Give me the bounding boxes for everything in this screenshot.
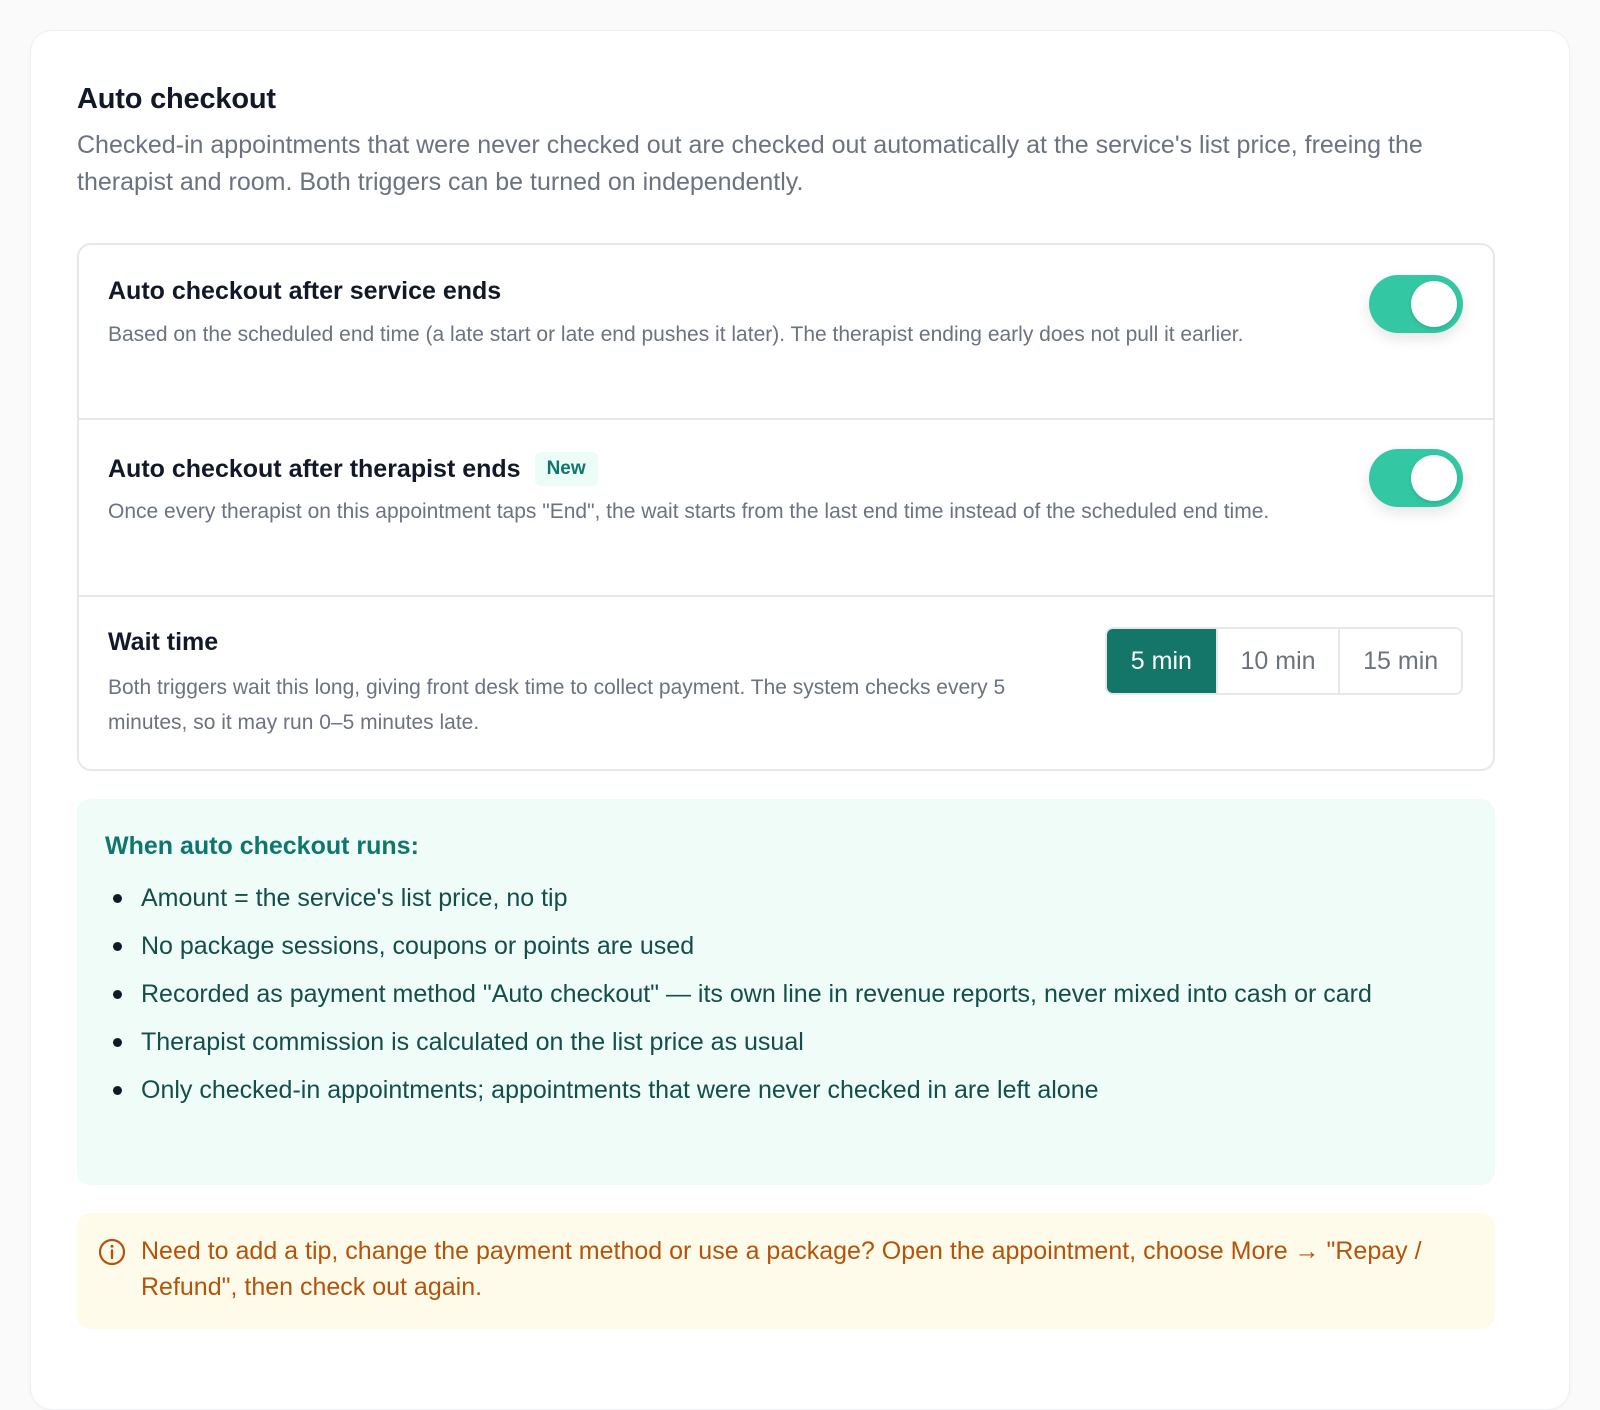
info-box-title: When auto checkout runs: [105,832,419,860]
list-item: No package sessions, coupons or points are used [109,925,1449,967]
list-item: Recorded as payment method "Auto checkout" — its own line in revenue reports, never mixed into cash or card [109,973,1449,1015]
toggle-knob [1411,455,1457,501]
list-item: Amount = the service's list price, no tip [109,877,1449,919]
setting-title [108,628,218,657]
section-description: Checked-in appointments that were never checked out are checked out automatically at the service's list price, freeing the therapist and room. Both triggers can be turned on independently. [77,131,1423,196]
wait-time-option-5[interactable]: 5 min [1107,629,1218,693]
setting-title-text: Auto checkout after service ends [108,277,502,305]
notice-text: Need to add a tip, change the payment method or use a package? Open the appointment, choose More → "Repay / Refund", then check out again. [141,1237,1422,1301]
service-ends-toggle[interactable] [1369,275,1463,333]
setting-title-text: Auto checkout after therapist ends [108,454,521,483]
refund-notice [77,1213,1495,1329]
therapist-ends-toggle[interactable] [1369,449,1463,507]
setting-description: Both triggers wait this long, giving front desk time to collect payment. The system checks every 5 minutes, so it may run 0–5 minutes late. [108,676,1006,734]
setting-row-therapist-ends [79,420,1493,597]
when-runs-info-box [77,799,1495,1185]
setting-title-text: Wait time [108,628,219,656]
new-badge: New [535,452,598,486]
wait-time-selector [1105,627,1463,695]
list-item: Only checked-in appointments; appointments that were never checked in are left alone [109,1069,1449,1111]
info-circle-icon [98,1238,126,1266]
settings-panel [77,243,1495,771]
auto-checkout-card [30,30,1570,1410]
wait-time-option-10[interactable]: 10 min [1218,629,1341,693]
setting-row-wait-time [79,597,1493,771]
list-item: Therapist commission is calculated on the list price as usual [109,1021,1449,1063]
section-title: Auto checkout [77,83,276,115]
setting-title [108,452,598,486]
setting-title [108,277,501,306]
info-list [109,877,1449,1117]
setting-description: Once every therapist on this appointment taps "End", the wait starts from the last end time instead of the scheduled end time. [108,500,1270,523]
toggle-knob [1411,281,1457,327]
wait-time-option-15[interactable]: 15 min [1340,629,1461,693]
setting-description: Based on the scheduled end time (a late start or late end pushes it later). The therapist ending early does not pull it earlier. [108,323,1244,346]
setting-row-service-ends [79,245,1493,420]
